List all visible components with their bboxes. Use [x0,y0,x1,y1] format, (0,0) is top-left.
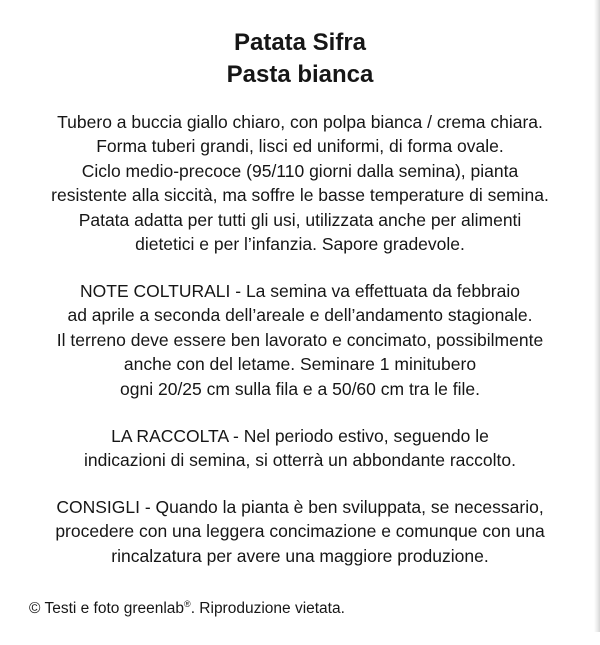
raccolta-paragraph [0,424,600,473]
description-line: Ciclo medio-precoce (95/110 giorni dalla semina), pianta [81,160,519,181]
note-colturali-line: anche con del letame. Seminare 1 minitubero [123,354,477,375]
note-colturali-label: NOTE COLTURALI [80,281,231,301]
registered-mark: ® [184,598,191,609]
note-colturali-first-line [0,279,600,303]
consigli-line: rincalzatura per avere una maggiore produzione. [111,545,489,566]
consigli-paragraph [0,495,600,568]
raccolta-text: - Nel periodo estivo, seguendo le [228,426,489,446]
note-colturali-text: - La semina va effettuata da febbraio [230,281,520,301]
description-line: Patata adatta per tutti gli usi, utilizzata anche per alimenti [78,209,522,230]
note-colturali-line: ogni 20/25 cm sulla fila e a 50/60 cm tra le file. [120,378,480,399]
description-line: Tubero a buccia giallo chiaro, con polpa bianca / crema chiara. [57,112,543,132]
raccolta-first-line [0,424,600,448]
product-subtitle: Pasta bianca [226,61,374,88]
copyright-text: © Testi e foto greenlab [29,600,185,617]
scan-edge-right [594,0,600,632]
copyright-footer [29,599,345,619]
raccolta-line: indicazioni di semina, si otterrà un abbondante raccolto. [84,450,516,471]
consigli-text: - Quando la pianta è ben sviluppata, se necessario, [139,497,544,517]
scan-edge-bottom [0,632,600,645]
copyright-suffix: . Riproduzione vietata. [190,600,345,617]
description-line: resistente alla siccità, ma soffre le basse temperature di semina. [51,185,549,206]
raccolta-label: LA RACCOLTA [111,426,229,446]
product-title: Patata Sifra [233,29,367,56]
note-colturali-paragraph [0,279,600,401]
consigli-line: procedere con una leggera concimazione e comunque con una [55,521,545,542]
consigli-label: CONSIGLI [56,497,140,517]
note-colturali-line: ad aprile a seconda dell’areale e dell’andamento stagionale. [67,305,533,326]
note-colturali-line: Il terreno deve essere ben lavorato e concimato, possibilmente [56,329,544,350]
description-line: dietetici e per l’infanzia. Sapore gradevole. [135,234,465,255]
consigli-first-line [0,495,600,519]
description-line: Forma tuberi grandi, lisci ed uniformi, di forma ovale. [96,136,504,157]
description-paragraph [0,110,600,256]
